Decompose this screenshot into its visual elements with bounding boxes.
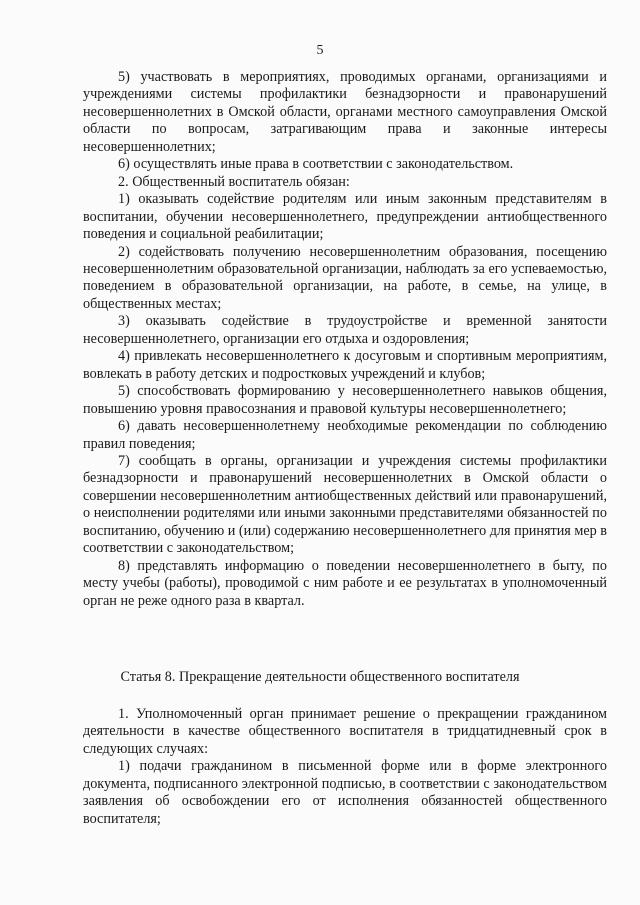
paragraph-duty-5: 5) способствовать формированию у несовершеннолетнего навыков общения, повышению уровня правосознания и правовой культуры несовершеннолетнего; [83,383,607,417]
paragraph-duty-8: 8) представлять информацию о поведении несовершеннолетнего в быту, по месту учебы (работы), проводимой с ним работе и ее результатах в уполномоченный орган не реже одного раза в квартал. [83,557,607,609]
paragraph-duty-2: 2) содействовать получению несовершеннолетним образования, посещению несовершеннолетним образовательной организации, наблюдать за его успеваемостью, поведением в образовательной организации, на работе, в семье, на улице, в общественных местах; [83,243,607,312]
paragraph-termination-case-1: 1) подачи гражданином в письменной форме или в форме электронного документа, подписанного электронной подписью, в соответствии с законодательством заявления об освобождении его от исполнения обязанностей общественного воспитателя; [83,758,607,827]
paragraph-duty-1: 1) оказывать содействие родителям или иным законным представителям в воспитании, обучении несовершеннолетнего, предупреждении антиобщественного поведения и социальной реабилитации; [83,191,607,243]
paragraph-duty-7: 7) сообщать в органы, организации и учреждения системы профилактики безнадзорности и правонарушений несовершеннолетних в Омской области о совершении несовершеннолетним антиобщественных действий или правонарушений, о неисполнении родителями или иными законными представителями обязанностей по воспитанию, обучению и (или) содержанию несовершеннолетнего для принятия мер в соответствии с законодательством; [83,452,607,557]
paragraph-duties-intro: 2. Общественный воспитатель обязан: [118,173,350,190]
paragraph-duty-4: 4) привлекать несовершеннолетнего к досуговым и спортивным мероприятиям, вовлекать в работу детских и подростковых учреждений и клубов; [83,348,607,382]
article-text-block [83,706,607,828]
article-heading: Статья 8. Прекращение деятельности общественного воспитателя [120,669,520,685]
paragraph-rights-5: 5) участвовать в мероприятиях, проводимых органами, организациями и учреждениями системы профилактики безнадзорности и правонарушений несовершеннолетних в Омской области, органами местного самоуправления Омской области по вопросам, затрагивающим права и законные интересы несовершеннолетних; [83,69,607,155]
paragraph-duty-6: 6) давать несовершеннолетнему необходимые рекомендации по соблюдению правил поведения; [83,418,607,452]
paragraph-duty-3: 3) оказывать содействие в трудоустройстве и временной занятости несовершеннолетнего, организации его отдыха и оздоровления; [83,313,607,347]
paragraph-termination-1: 1. Уполномоченный орган принимает решение о прекращении гражданином деятельности в качестве общественного воспитателя в тридцатидневный срок в следующих случаях: [83,706,607,757]
main-text-block [83,69,607,610]
page-number: 5 [316,43,324,58]
paragraph-rights-6: 6) осуществлять иные права в соответствии с законодательством. [118,156,514,173]
